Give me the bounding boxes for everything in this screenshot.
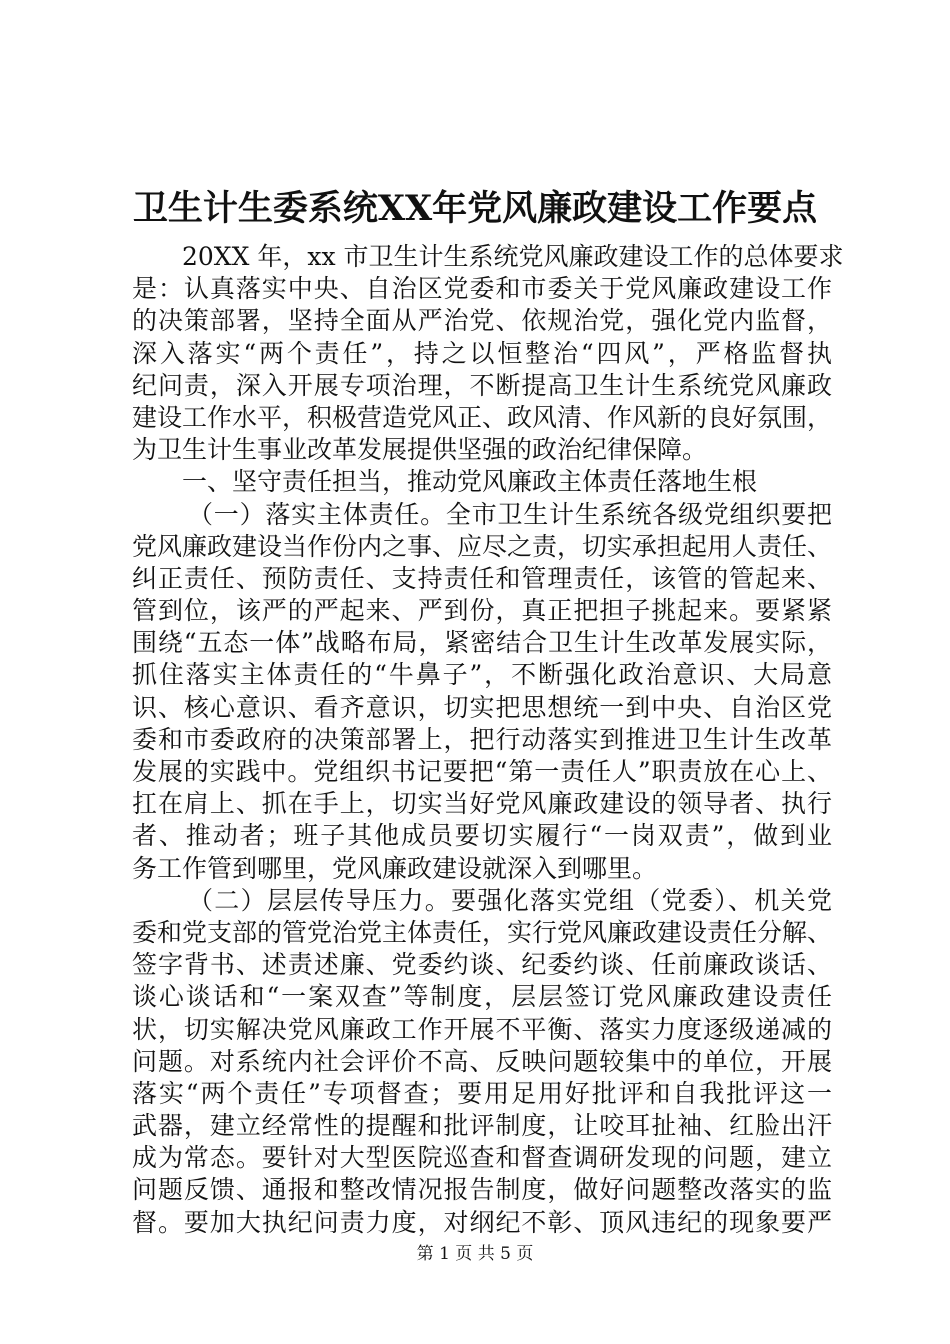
text-line: 深入落实“两个责任”，持之以恒整治“四风”，严格监督执 [132, 338, 832, 368]
text-line: 督。要加大执纪问责力度，对纲纪不彰、顶风违纪的现象要严 [132, 1207, 832, 1237]
text-line: 者、推动者；班子其他成员要切实履行“一岗双责”，做到业 [132, 821, 832, 851]
text-line: 成为常态。要针对大型医院巡查和督查调研发现的问题，建立 [132, 1143, 832, 1173]
text-line: 谈心谈话和“一案双查”等制度，层层签订党风廉政建设责任 [132, 982, 832, 1012]
text-line: 务工作管到哪里，党风廉政建设就深入到哪里。 [132, 853, 658, 883]
document-title: 卫生计生委系统XX年党风廉政建设工作要点 [132, 188, 818, 229]
text-line: 问题反馈、通报和整改情况报告制度，做好问题整改落实的监 [132, 1175, 832, 1205]
text-line: 纪问责，深入开展专项治理，不断提高卫生计生系统党风廉政 [132, 370, 832, 400]
text-line: 委和市委政府的决策部署上，把行动落实到推进卫生计生改革 [132, 724, 832, 754]
text-line: 问题。对系统内社会评价不高、反映问题较集中的单位，开展 [132, 1046, 832, 1076]
document-body [132, 241, 844, 1239]
text-line: （二）层层传导压力。要强化落实党组（党委）、机关党 [188, 885, 832, 915]
text-line: 签字背书、述责述廉、党委约谈、纪委约谈、任前廉政谈话、 [132, 950, 832, 980]
text-line: 为卫生计生事业改革发展提供坚强的政治纪律保障。 [132, 435, 708, 465]
section-heading: 一、坚守责任担当，推动党风廉政主体责任落地生根 [182, 467, 758, 497]
text-line: 识、核心意识、看齐意识，切实把思想统一到中央、自治区党 [132, 692, 832, 722]
text-line: 武器，建立经常性的提醒和批评制度，让咬耳扯袖、红脸出汗 [132, 1111, 832, 1141]
text-line: 是：认真落实中央、自治区党委和市委关于党风廉政建设工作 [132, 274, 832, 304]
text-line: 抓住落实主体责任的“牛鼻子”，不断强化政治意识、大局意 [132, 660, 832, 690]
text-line: 落实“两个责任”专项督查；要用足用好批评和自我批评这一 [132, 1078, 832, 1108]
text-line: 纠正责任、预防责任、支持责任和管理责任，该管的管起来、 [132, 563, 832, 593]
text-line: 党风廉政建设当作份内之事、应尽之责，切实承担起用人责任、 [132, 531, 833, 561]
text-line: 的决策部署，坚持全面从严治党、依规治党，强化党内监督， [132, 306, 832, 336]
text-line: （一）落实主体责任。全市卫生计生系统各级党组织要把 [188, 499, 832, 529]
text-line: 管到位，该严的严起来、严到份，真正把担子挑起来。要紧紧 [132, 596, 832, 626]
text-line: 状，切实解决党风廉政工作开展不平衡、落实力度逐级递减的 [132, 1014, 832, 1044]
text-line: 建设工作水平，积极营造党风正、政风清、作风新的良好氛围， [132, 402, 833, 432]
text-line: 扛在肩上、抓在手上，切实当好党风廉政建设的领导者、执行 [132, 789, 832, 819]
text-line: 20XX 年，xx 市卫生计生系统党风廉政建设工作的总体要求 [182, 242, 844, 271]
text-line: 发展的实践中。党组织书记要把“第一责任人”职责放在心上、 [132, 757, 832, 786]
page-number-footer: 第 1 页 共 5 页 [416, 1244, 534, 1264]
text-line: 围绕“五态一体”战略布局，紧密结合卫生计生改革发展实际， [132, 628, 832, 658]
text-line: 委和党支部的管党治党主体责任，实行党风廉政建设责任分解、 [132, 917, 833, 947]
